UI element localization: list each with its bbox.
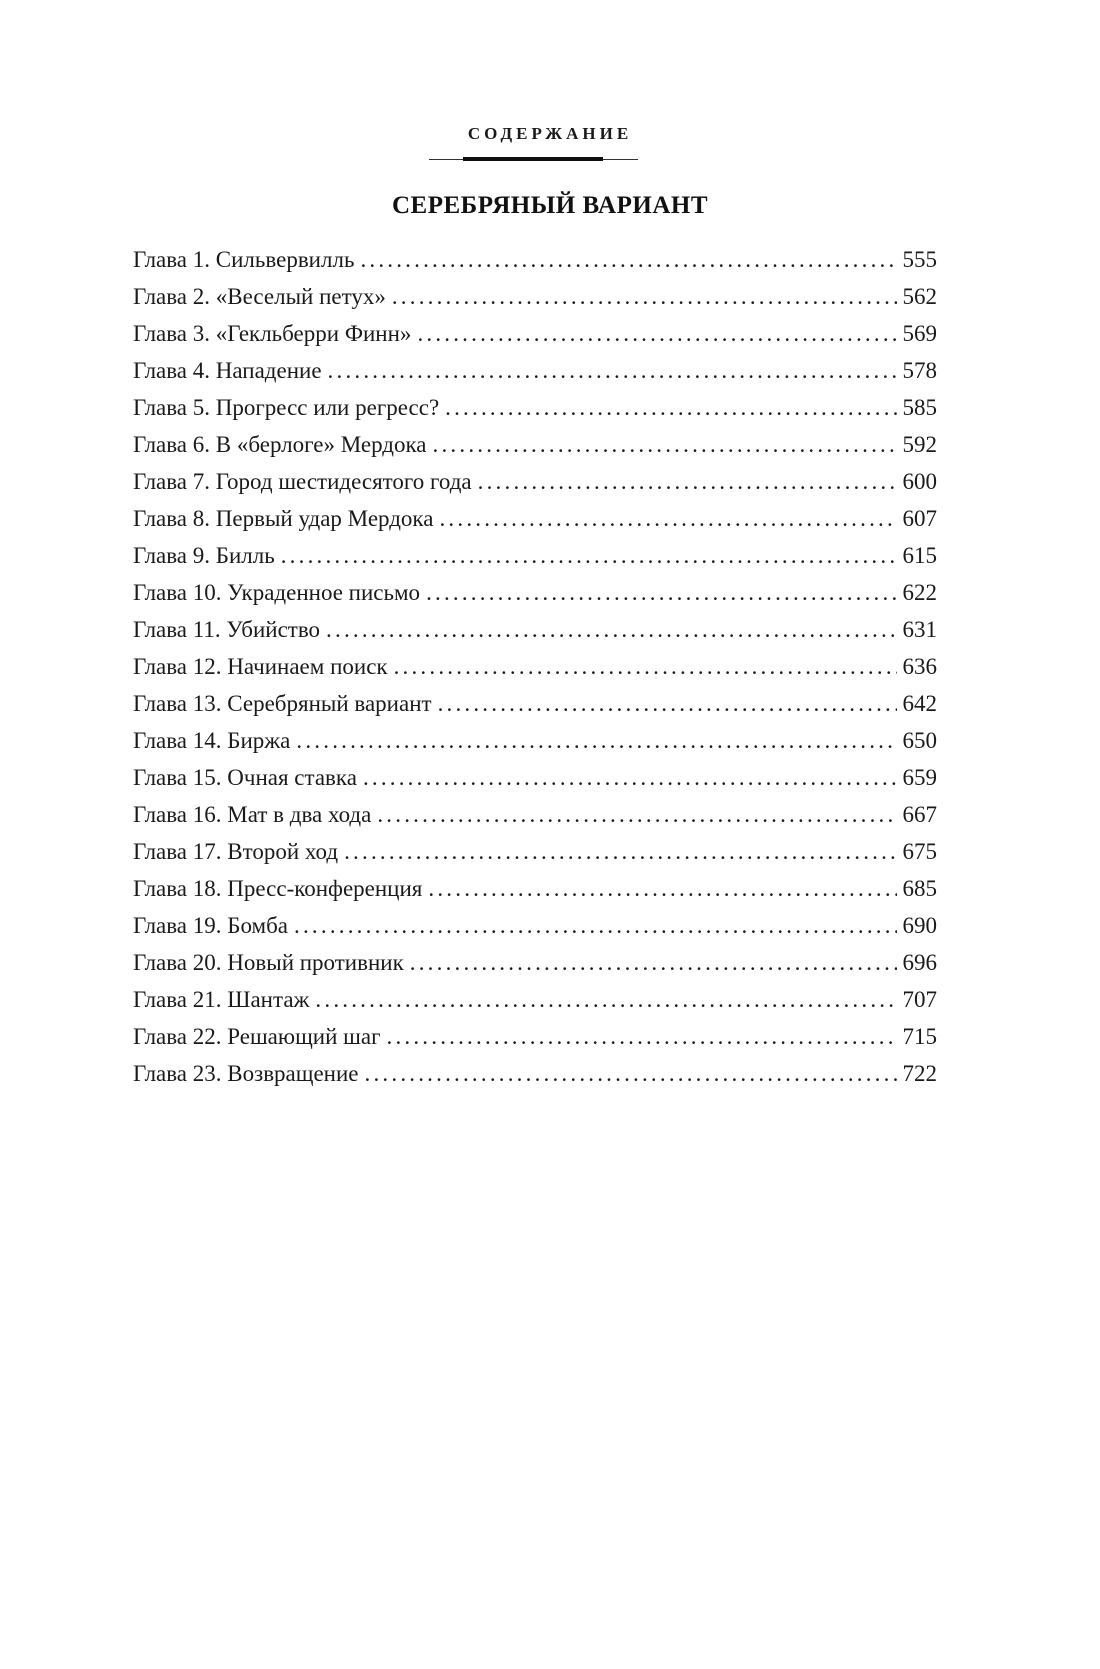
toc-dot-leader bbox=[377, 796, 896, 833]
toc-dot-leader bbox=[438, 685, 897, 722]
toc-entry-title: Глава 20. Новый противник bbox=[133, 950, 404, 975]
toc-dot-leader bbox=[360, 241, 896, 278]
toc-dot-leader bbox=[326, 611, 896, 648]
toc-entry[interactable] bbox=[133, 389, 937, 426]
toc-entry[interactable] bbox=[133, 907, 937, 944]
toc-entry[interactable] bbox=[133, 463, 937, 500]
toc-entry[interactable] bbox=[133, 1018, 937, 1055]
header-divider-thick bbox=[463, 157, 603, 161]
table-of-contents bbox=[133, 241, 937, 1092]
toc-entry-page: 615 bbox=[902, 543, 937, 568]
toc-entry-page: 696 bbox=[902, 950, 937, 975]
toc-entry-page: 569 bbox=[902, 321, 937, 346]
toc-entry-title: Глава 7. Город шестидесятого года bbox=[133, 469, 472, 494]
toc-dot-leader bbox=[428, 870, 896, 907]
toc-dot-leader bbox=[281, 537, 897, 574]
contents-label: СОДЕРЖАНИЕ bbox=[467, 124, 633, 143]
toc-entry-page: 642 bbox=[902, 691, 937, 716]
toc-entry-title: Глава 9. Билль bbox=[133, 543, 275, 568]
toc-entry[interactable] bbox=[133, 981, 937, 1018]
toc-entry[interactable] bbox=[133, 574, 937, 611]
toc-entry-title: Глава 4. Нападение bbox=[133, 358, 322, 383]
toc-entry[interactable] bbox=[133, 944, 937, 981]
toc-entry[interactable] bbox=[133, 426, 937, 463]
toc-entry[interactable] bbox=[133, 870, 937, 907]
toc-entry-title: Глава 14. Биржа bbox=[133, 728, 291, 753]
toc-entry[interactable] bbox=[133, 500, 937, 537]
toc-entry-page: 555 bbox=[902, 247, 937, 272]
toc-entry-title: Глава 15. Очная ставка bbox=[133, 765, 357, 790]
toc-dot-leader bbox=[392, 278, 897, 315]
toc-entry-title: Глава 10. Украденное письмо bbox=[133, 580, 421, 605]
toc-entry-title: Глава 2. «Веселый петух» bbox=[133, 284, 386, 309]
toc-dot-leader bbox=[315, 981, 896, 1018]
toc-entry-page: 659 bbox=[902, 765, 937, 790]
toc-entry-page: 636 bbox=[902, 654, 937, 679]
toc-entry-title: Глава 17. Второй ход bbox=[133, 839, 339, 864]
toc-entry-title: Глава 11. Убийство bbox=[133, 617, 321, 642]
toc-dot-leader bbox=[363, 759, 897, 796]
toc-entry-page: 722 bbox=[902, 1061, 937, 1086]
toc-entry[interactable] bbox=[133, 611, 937, 648]
toc-dot-leader bbox=[417, 315, 896, 352]
toc-entry-page: 592 bbox=[902, 432, 937, 457]
toc-dot-leader bbox=[426, 574, 896, 611]
toc-entry-page: 675 bbox=[902, 839, 937, 864]
toc-entry-page: 585 bbox=[902, 395, 937, 420]
toc-entry-page: 600 bbox=[902, 469, 937, 494]
toc-entry[interactable] bbox=[133, 1055, 937, 1092]
toc-dot-leader bbox=[410, 944, 897, 981]
toc-dot-leader bbox=[445, 389, 896, 426]
toc-entry-page: 685 bbox=[902, 876, 937, 901]
toc-dot-leader bbox=[328, 352, 897, 389]
toc-entry-page: 562 bbox=[902, 284, 937, 309]
toc-entry[interactable] bbox=[133, 796, 937, 833]
toc-entry-title: Глава 1. Сильвервилль bbox=[133, 247, 355, 272]
toc-entry-page: 607 bbox=[902, 506, 937, 531]
toc-entry-title: Глава 12. Начинаем поиск bbox=[133, 654, 388, 679]
contents-header bbox=[0, 124, 1100, 144]
toc-entry[interactable] bbox=[133, 685, 937, 722]
toc-entry[interactable] bbox=[133, 833, 937, 870]
toc-entry-title: Глава 3. «Гекльберри Финн» bbox=[133, 321, 412, 346]
toc-entry-page: 650 bbox=[902, 728, 937, 753]
toc-entry-title: Глава 22. Решающий шаг bbox=[133, 1024, 381, 1049]
toc-entry-title: Глава 19. Бомба bbox=[133, 913, 289, 938]
toc-entry-title: Глава 18. Пресс-конференция bbox=[133, 876, 423, 901]
toc-entry-title: Глава 21. Шантаж bbox=[133, 987, 310, 1012]
toc-entry[interactable] bbox=[133, 315, 937, 352]
toc-dot-leader bbox=[296, 722, 896, 759]
toc-dot-leader bbox=[387, 1018, 897, 1055]
toc-entry-title: Глава 13. Серебряный вариант bbox=[133, 691, 432, 716]
toc-dot-leader bbox=[478, 463, 897, 500]
toc-entry[interactable] bbox=[133, 278, 937, 315]
toc-entry-page: 690 bbox=[902, 913, 937, 938]
toc-entry-title: Глава 16. Мат в два хода bbox=[133, 802, 372, 827]
toc-dot-leader bbox=[433, 426, 897, 463]
toc-entry-page: 578 bbox=[902, 358, 937, 383]
toc-entry[interactable] bbox=[133, 241, 937, 278]
toc-entry-title: Глава 23. Возвращение bbox=[133, 1061, 359, 1086]
toc-entry-page: 707 bbox=[902, 987, 937, 1012]
toc-entry-title: Глава 5. Прогресс или регресс? bbox=[133, 395, 440, 420]
toc-entry-page: 622 bbox=[902, 580, 937, 605]
toc-entry-title: Глава 6. В «берлоге» Мердока bbox=[133, 432, 427, 457]
toc-dot-leader bbox=[344, 833, 896, 870]
toc-entry[interactable] bbox=[133, 648, 937, 685]
toc-entry-page: 631 bbox=[902, 617, 937, 642]
toc-entry-title: Глава 8. Первый удар Мердока bbox=[133, 506, 434, 531]
toc-entry[interactable] bbox=[133, 352, 937, 389]
toc-entry[interactable] bbox=[133, 722, 937, 759]
section-title: СЕРЕБРЯНЫЙ ВАРИАНТ bbox=[391, 192, 709, 219]
toc-entry[interactable] bbox=[133, 759, 937, 796]
toc-dot-leader bbox=[439, 500, 896, 537]
toc-entry[interactable] bbox=[133, 537, 937, 574]
toc-dot-leader bbox=[294, 907, 896, 944]
toc-entry-page: 667 bbox=[902, 802, 937, 827]
toc-dot-leader bbox=[394, 648, 897, 685]
toc-entry-page: 715 bbox=[902, 1024, 937, 1049]
toc-dot-leader bbox=[365, 1055, 897, 1092]
